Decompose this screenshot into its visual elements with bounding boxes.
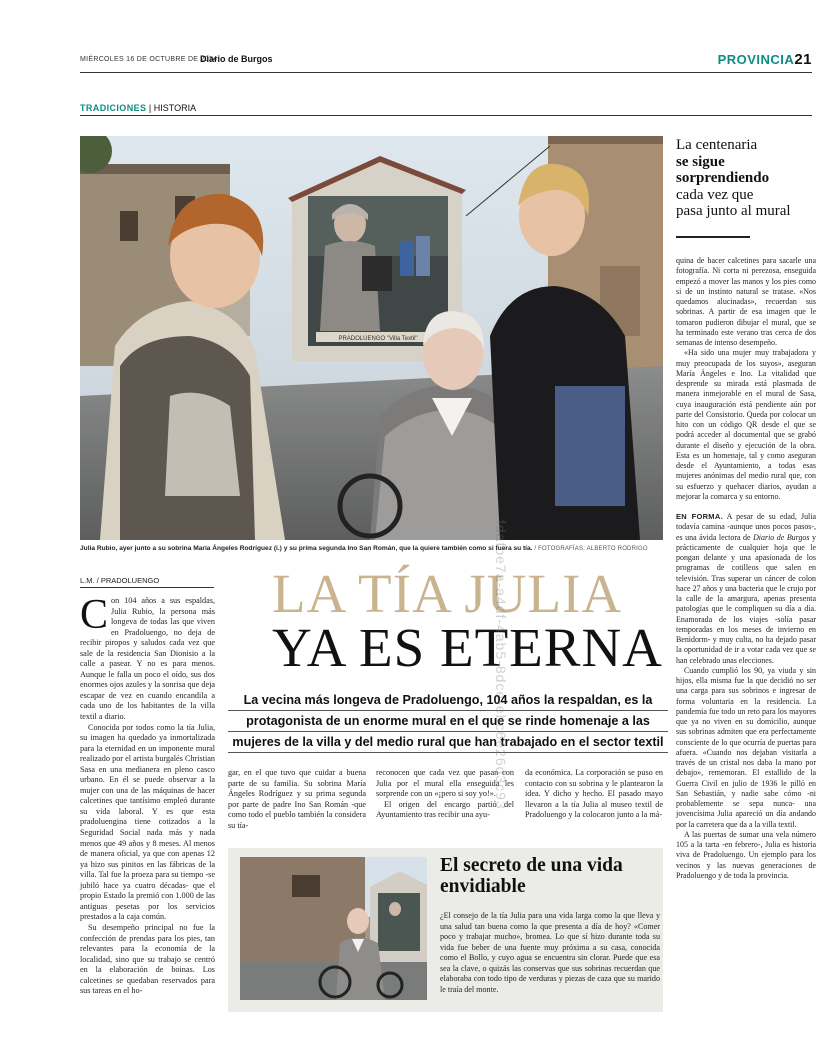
caption-text: Julia Rubio, ayer junto a su sobrina María Ángeles Rodríguez (i.) y su prima segunda Ino San Román, que la quiere también como si fuera su tía.: [80, 545, 533, 552]
dropcap: C: [80, 592, 109, 638]
byline: L.M. / PRADOLUENGO: [80, 576, 160, 585]
col5-paragraph-5: A las puertas de sumar una vela número 105 a la tarta -en febrero-, Julia es historia viva de Pradoluengo. Un ejemplo para los vecinos y las nuevas generaciones de Pradoluengo y de toda la provincia.: [676, 829, 816, 880]
col3-paragraph-2: El origen del encargo partió del Ayuntamiento tras recibir una ayu-: [376, 799, 514, 820]
article-column-2: [228, 768, 366, 831]
side-headline-line2: cada vez que: [676, 186, 754, 203]
subhead-line-3: mujeres de la villa y del medio rural que han trabajado en el sector textil: [228, 732, 668, 753]
col5-paragraph-2: «Ha sido una mujer muy trabajadora y muy preocupada de los suyos», aseguran María Ángeles e Ino. La vitalidad que desprende su mirada está plasmada de manera inmejorable en el mural de Sasa, cuya inauguración está pendiente aún por parte del Consistorio. Queda por colocar un hito con un código QR desde el que se podrá acceder al documental que se grabó durante el diseño y ejecución de la obra. Esta es un homenaje, tal y como aseguran desde el Ayuntamiento, a todas esas mujeres anónimas del medio rural que, con su esfuerzo y quehacer diarios, ayudan a mejorar la comarca y su entorno.: [676, 348, 816, 501]
col5-p3-text: A pesar de su edad, Julia todavía camina -aunque unos pocos pasos-, es una ávida lectora de: [676, 512, 816, 542]
watermark-text: fdafbe7a-a4df-4ab5-8dce-ebc6e26d3c93: [493, 520, 509, 810]
photo-credit: / FOTOGRAFÍAS: ALBERTO RODRIGO: [532, 546, 648, 552]
watermark: [495, 520, 513, 820]
col1-paragraph-3: Su desempeño principal no fue la confección de prendas para los pies, tan relevantes para la economía de la localidad, sino que su trabajo se centró en la elaboración de boinas. Los calcetines se quedaban reservados para sus tareas en el ho-: [80, 922, 215, 996]
sidebar-photo-illustration: [240, 857, 427, 1000]
col5-paragraph-1: quina de hacer calcetines para sacarle una fotografía. Ni corta ni perezosa, enseguida empezó a mover las manos y los pies como si de un instinto natural se tratase. «Nos quedamos alucinadas», recuerdan sus sobrinas. A partir de esa imagen que le tomaron pudieron dibujar el mural, que se ha terminado este verano tras cerca de dos semanas de intenso desempeño.: [676, 256, 816, 347]
col3-paragraph-1: reconocen que cada vez que pasan con Julia por el mural ella enseguida les sorprende con un «¡pero si soy yo!».: [376, 768, 514, 799]
side-headline: [676, 137, 816, 220]
col4-paragraph-1: da económica. La corporación se puso en contacto con su sobrina y le plantearon la idea. Y dicho y hecho. El pasado mayo llevaron a la tía Julia al museo textil de Pradoluengo y la colocaron junto a la má-: [525, 768, 663, 820]
col1-paragraph-2: Conocida por todos como la tía Julia, su imagen ha quedado ya inmortalizada para la eternidad en un imponente mural realizado por el artista burgalés Christian Sasa en una medianera en pleno casco urbano. En él se puede observar a la mujer con una de las máquinas de hacer calcetines que tantísimo empleó durante su vida laboral. Y es que esta pradoluengina tiene cotizados a la Seguridad Social nada más y nada menos que 49 años y 8 meses. Al menos de manera oficial, ya que con apenas 12 ya hizo sus pinitos en las fábricas de la villa. Tal fue la proeza para su tiempo -se jubiló hace ya cuatro décadas- que el propio Estado la premió con 1.000 de las antiguas pesetas por los servicios prestados a la caja común.: [80, 722, 215, 922]
tag-sub: HISTORIA: [153, 103, 197, 113]
side-headline-bold2: sorprendiendo: [676, 170, 770, 186]
subhead-line-1: La vecina más longeva de Pradoluengo, 104 años la respaldan, es la: [228, 690, 668, 711]
tag-section: TRADICIONES: [80, 103, 147, 113]
section-name: PROVINCIA: [717, 52, 795, 67]
photo-caption: [80, 545, 663, 553]
section-label: [718, 51, 812, 68]
main-photo-illustration: [80, 136, 663, 540]
side-rule: [676, 236, 750, 238]
col5-p3-italic: Diario de Burgos: [753, 532, 810, 542]
col5-paragraph-4: Cuando cumplió los 90, ya viuda y sin hijos, ella misma fue la que decidió no ser una carga para sus sobrinos e ingresar de forma voluntaria en la residencia. La pandemia fue todo un reto para los mayores que ya no viven en su domicilio, aunque sus sobrinas admiten que era perfectamente consciente de lo que ocurría de puertas para afuera. «Cuando nos dejaban visitarla a través de un cristal nos daba la mano por debajo», rememoran. El estallido de la Guerra Civil en julio de 1936 le pilló en San Sebastián, y nadie sabe cómo -ni probablemente se sepa nunca- una jovencísima Julia apareció un día andando por la carretera que da a la villa textil.: [676, 665, 816, 829]
article-column-5: [676, 256, 816, 881]
header-rule: [80, 72, 812, 73]
headline-line-2: YA ES ETERNA: [272, 617, 663, 678]
main-photo: [80, 136, 663, 540]
col1-p1-text: on 104 años a sus espaldas, Julia Rubio, la persona más longeva de todas las que viven en Pradoluengo, no deja de recibir piropos y saludos cada vez que sale de la residencia San Dionisio a la calle a pasear. Y no es para menos. Aunque le falla un poco el oído, sus dos enormes ojos azules y la sonrisa que deja escapar de vez en cuando encandila a cada uno de los habitantes de la villa textil a diario.: [80, 596, 215, 722]
headline-line-1: LA TÍA JULIA: [272, 563, 623, 624]
byline-rule: [80, 587, 214, 588]
section-tag: [80, 103, 196, 113]
side-headline-line3: pasa junto al mural: [676, 203, 791, 219]
side-headline-line1: La centenaria: [676, 137, 758, 153]
side-headline-bold1: se sigue: [676, 153, 725, 170]
article-column-4: [525, 768, 663, 821]
page-number: 21: [794, 51, 812, 68]
col2-paragraph-1: gar, en el que tuvo que cuidar a buena parte de su familia. Su sobrina María Ángeles Rodríguez y su prima segunda por parte de padre Ino San Román -que como todo el pueblo también la considera su tía-: [228, 768, 366, 830]
sidebar-box-title: El secreto de una vida envidiable: [440, 855, 623, 897]
mural-sign: PRADOLUENGO "Villa Textil": [338, 336, 418, 342]
newspaper-name: Diario de Burgos: [200, 54, 273, 64]
subheadline: [228, 690, 668, 753]
subhead-line-2: protagonista de un enorme mural en el que se rinde homenaje a las: [228, 711, 668, 732]
col5-lead: EN FORMA.: [676, 512, 723, 521]
tag-separator: |: [146, 103, 154, 113]
col5-p3-rest: y prácticamente de cualquier hoja que le pongan delante y una apasionada de los programas de cotilleos que salen en televisión. Tras superar un cáncer de colon hace 27 años y una bacteria que le crujo por la calle de la amargura, apenas presenta patologías que le compliquen su día a día. Enamorada de los viajes -solía pasar temporadas en los meses de invierno en Benidorm- y muy culta, no ha dejado pasar la oportunidad de ir a votar cada vez que se han celebrado unas elecciones.: [676, 532, 816, 665]
col1-paragraph-1: [80, 592, 215, 723]
sidebar-box-photo: [240, 857, 427, 1000]
sidebar-box-text: ¿El consejo de la tía Julia para una vida larga como la que lleva y una salud tan buena como la que presenta a día de hoy? «Comer poco y trabajar mucho», bromea. Lo que sí hizo durante toda su vida fue beber de una fuente muy próxima a su casa, conocida como el Bollo, y cuyo agua se encuentra sin clorar. Puede que esa sea la clave, o quizás las conservas que sus sobrinas recuerdan que elaboraba con todo tipo de verduras y piezas de caza que su marido le traía del monte.: [440, 911, 660, 994]
header-date: MIÉRCOLES 16 DE OCTUBRE DE 2024: [80, 56, 218, 63]
article-column-1: [80, 592, 215, 997]
tag-rule: [80, 115, 812, 116]
col5-paragraph-3: [676, 512, 816, 666]
